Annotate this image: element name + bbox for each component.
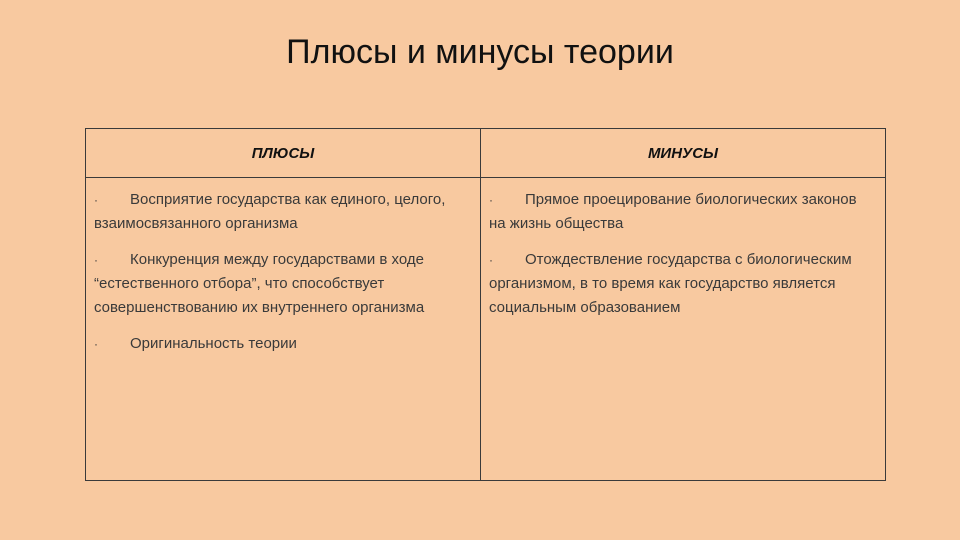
bullet-dot: · — [94, 337, 98, 351]
cons-item — [489, 188, 877, 236]
cons-header: МИНУСЫ — [481, 129, 886, 178]
pros-item-text: Восприятие государства как единого, целого, взаимосвязанного организма — [94, 191, 446, 232]
pros-item — [94, 248, 472, 320]
pros-item-text: Оригинальность теории — [130, 335, 297, 352]
bullet-dot: · — [94, 253, 98, 267]
pros-cons-table — [85, 128, 886, 481]
bullet-dot: · — [94, 193, 98, 207]
slide-title: Плюсы и минусы теории — [286, 33, 674, 71]
pros-item-text: Конкуренция между государствами в ходе “естественного отбора”, что способствует совершенствованию их внутреннего организма — [94, 251, 425, 316]
table-header-row — [86, 129, 886, 178]
pros-item — [94, 332, 472, 356]
bullet-dot: · — [489, 253, 493, 267]
pros-cell — [86, 178, 481, 481]
cons-cell — [481, 178, 886, 481]
cons-item — [489, 248, 877, 320]
pros-header: ПЛЮСЫ — [86, 129, 481, 178]
cons-item-text: Отождествление государства с биологическим организмом, в то время как государство является социальным образованием — [489, 251, 852, 316]
table-body-row — [86, 178, 886, 481]
cons-item-text: Прямое проецирование биологических законов на жизнь общества — [489, 191, 857, 232]
pros-item — [94, 188, 472, 236]
bullet-dot: · — [489, 193, 493, 207]
